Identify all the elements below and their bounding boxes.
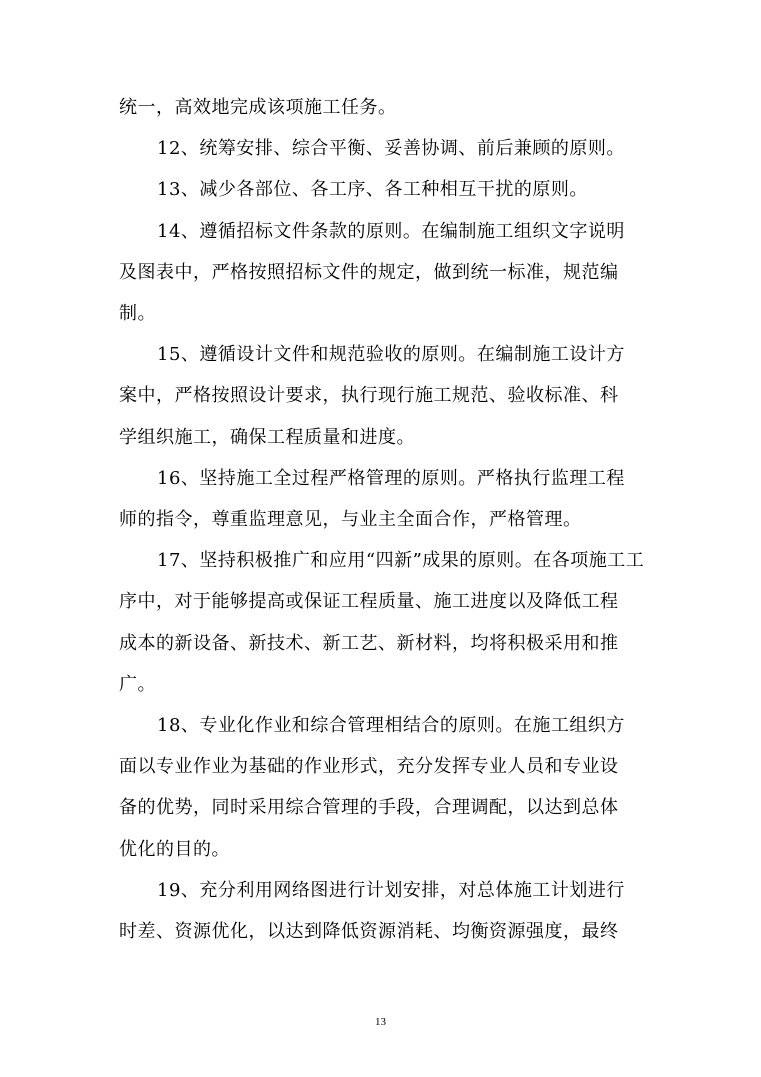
paragraph-principle-17 bbox=[119, 540, 649, 705]
text-line: 14、遵循招标文件条款的原则。在编制施工组织文字说明 bbox=[157, 220, 625, 242]
body-text bbox=[119, 87, 649, 952]
paragraph-principle-18 bbox=[119, 705, 649, 870]
text-line: 学组织施工，确保工程质量和进度。 bbox=[119, 426, 415, 448]
text-line: 17、坚持积极推广和应用“四新”成果的原则。在各项施工工 bbox=[157, 550, 645, 572]
page-number: 13 bbox=[375, 1016, 386, 1028]
paragraph-continued bbox=[119, 87, 649, 128]
paragraph-principle-15 bbox=[119, 334, 649, 458]
text-line: 面以专业作业为基础的作业形式，充分发挥专业人员和专业设 bbox=[119, 756, 619, 778]
text-line: 统一，高效地完成该项施工任务。 bbox=[119, 97, 397, 118]
text-line: 16、坚持施工全过程严格管理的原则。严格执行监理工程 bbox=[157, 467, 625, 489]
text-line: 备的优势，同时采用综合管理的手段，合理调配，以达到总体 bbox=[119, 797, 619, 819]
paragraph-principle-13 bbox=[119, 169, 649, 210]
text-line: 时差、资源优化，以达到降低资源消耗、均衡资源强度，最终 bbox=[119, 921, 619, 943]
text-line: 优化的目的。 bbox=[119, 838, 230, 860]
text-line: 18、专业化作业和综合管理相结合的原则。在施工组织方 bbox=[157, 715, 625, 737]
paragraph-principle-16 bbox=[119, 458, 649, 540]
text-line: 广。 bbox=[119, 673, 156, 695]
text-line: 及图表中，严格按照招标文件的规定，做到统一标准，规范编 bbox=[119, 261, 619, 283]
text-line: 案中，严格按照设计要求，执行现行施工规范、验收标准、科 bbox=[119, 385, 619, 407]
text-line: 师的指令，尊重监理意见，与业主全面合作，严格管理。 bbox=[119, 509, 582, 531]
paragraph-principle-12 bbox=[119, 128, 649, 169]
text-line: 13、减少各部位、各工序、各工种相互干扰的原则。 bbox=[157, 179, 588, 201]
paragraph-principle-14 bbox=[119, 211, 649, 335]
text-line: 成本的新设备、新技术、新工艺、新材料，均将积极采用和推 bbox=[119, 632, 619, 654]
text-line: 19、充分利用网络图进行计划安排，对总体施工计划进行 bbox=[157, 879, 625, 901]
paragraph-principle-19 bbox=[119, 870, 649, 952]
text-line: 序中，对于能够提高或保证工程质量、施工进度以及降低工程 bbox=[119, 591, 619, 613]
text-line: 15、遵循设计文件和规范验收的原则。在编制施工设计方 bbox=[157, 344, 625, 366]
text-line: 制。 bbox=[119, 303, 156, 325]
text-line: 12、统筹安排、综合平衡、妥善协调、前后兼顾的原则。 bbox=[157, 138, 625, 160]
